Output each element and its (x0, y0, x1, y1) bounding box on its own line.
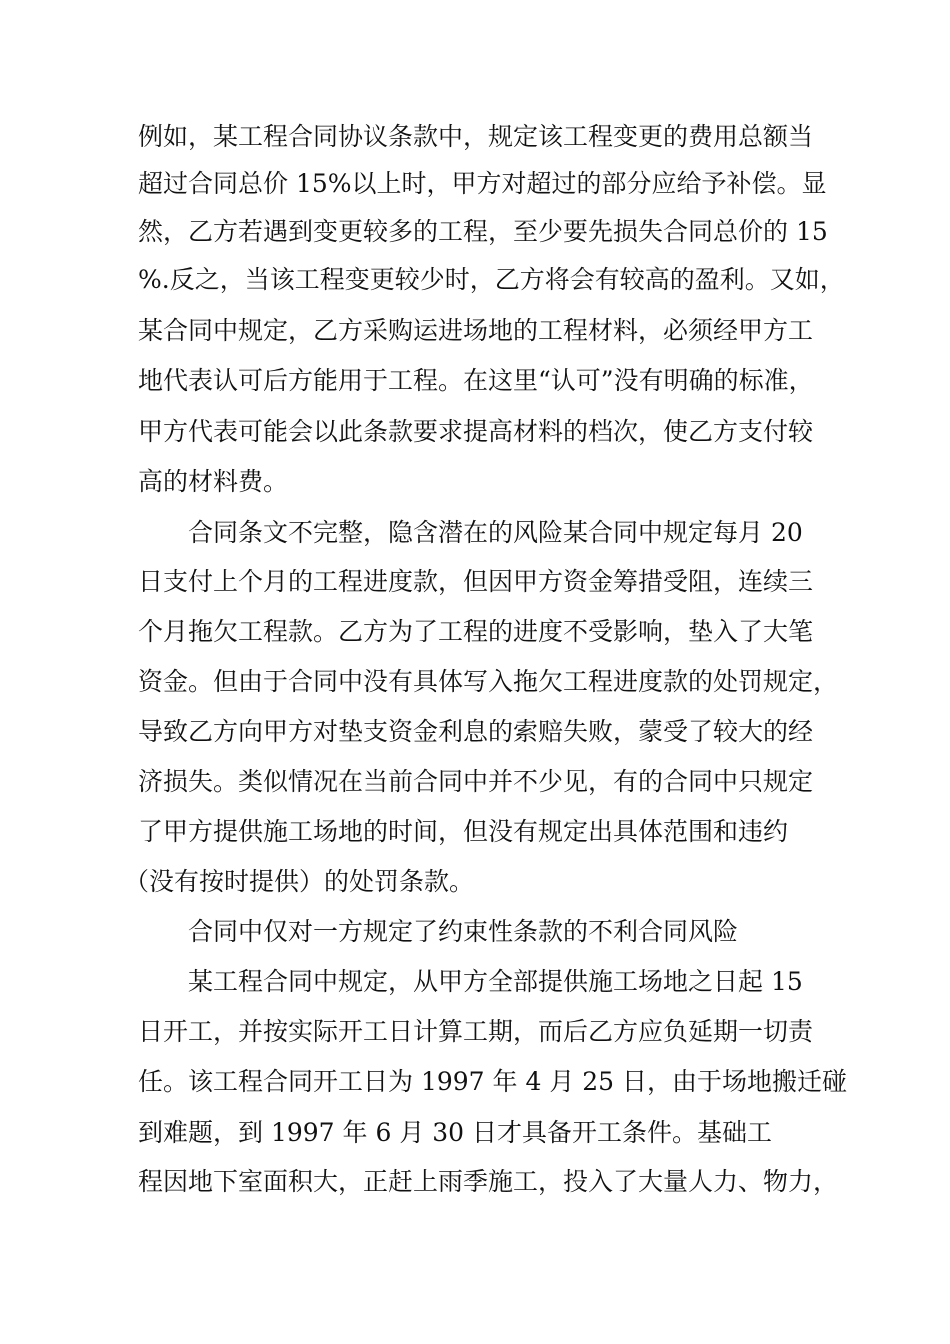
text-line-9: 合同条文不完整，隐含潜在的风险某合同中规定每月 20 (188, 518, 803, 547)
text-line-1: 例如，某工程合同协议条款中，规定该工程变更的费用总额当 (138, 122, 814, 151)
text-line-18: 某工程合同中规定，从甲方全部提供施工场地之日起 15 (188, 967, 803, 996)
text-line-8: 高的材料费。 (138, 467, 289, 496)
text-line-5: 某合同中规定，乙方采购运进场地的工程材料，必须经甲方工 (138, 316, 814, 345)
text-line-11: 个月拖欠工程款。乙方为了工程的进度不受影响，垫入了大笔 (138, 617, 814, 646)
text-line-13: 导致乙方向甲方对垫支资金利息的索赔失败，蒙受了较大的经 (138, 717, 814, 746)
text-line-20: 任。该工程合同开工日为 1997 年 4 月 25 日，由于场地搬迁碰 (138, 1067, 848, 1096)
text-line-19: 日开工，并按实际开工日计算工期，而后乙方应负延期一切责 (138, 1017, 814, 1046)
text-line-10: 日支付上个月的工程进度款，但因甲方资金筹措受阻，连续三 (138, 567, 814, 596)
text-line-21: 到难题，到 1997 年 6 月 30 日才具备开工条件。基础工 (138, 1118, 773, 1147)
text-line-6: 地代表认可后方能用于工程。在这里“认可”没有明确的标准， (138, 366, 814, 395)
text-line-4: %.反之，当该工程变更较少时，乙方将会有较高的盈利。又如， (138, 265, 845, 294)
text-line-2: 超过合同总价 15%以上时，甲方对超过的部分应给予补偿。显 (138, 169, 827, 198)
text-line-22: 程因地下室面积大，正赶上雨季施工，投入了大量人力、物力， (138, 1167, 839, 1196)
text-line-7: 甲方代表可能会以此条款要求提高材料的档次，使乙方支付较 (138, 417, 814, 446)
text-line-15: 了甲方提供施工场地的时间，但没有规定出具体范围和违约 (138, 817, 789, 846)
text-line-17: 合同中仅对一方规定了约束性条款的不利合同风险 (188, 917, 739, 946)
text-line-3: 然，乙方若遇到变更较多的工程，至少要先损失合同总价的 15 (138, 217, 828, 246)
text-line-14: 济损失。类似情况在当前合同中并不少见，有的合同中只规定 (138, 767, 814, 796)
text-line-12: 资金。但由于合同中没有具体写入拖欠工程进度款的处罚规定， (138, 667, 839, 696)
text-line-16: （没有按时提供）的处罚条款。 (124, 867, 475, 896)
